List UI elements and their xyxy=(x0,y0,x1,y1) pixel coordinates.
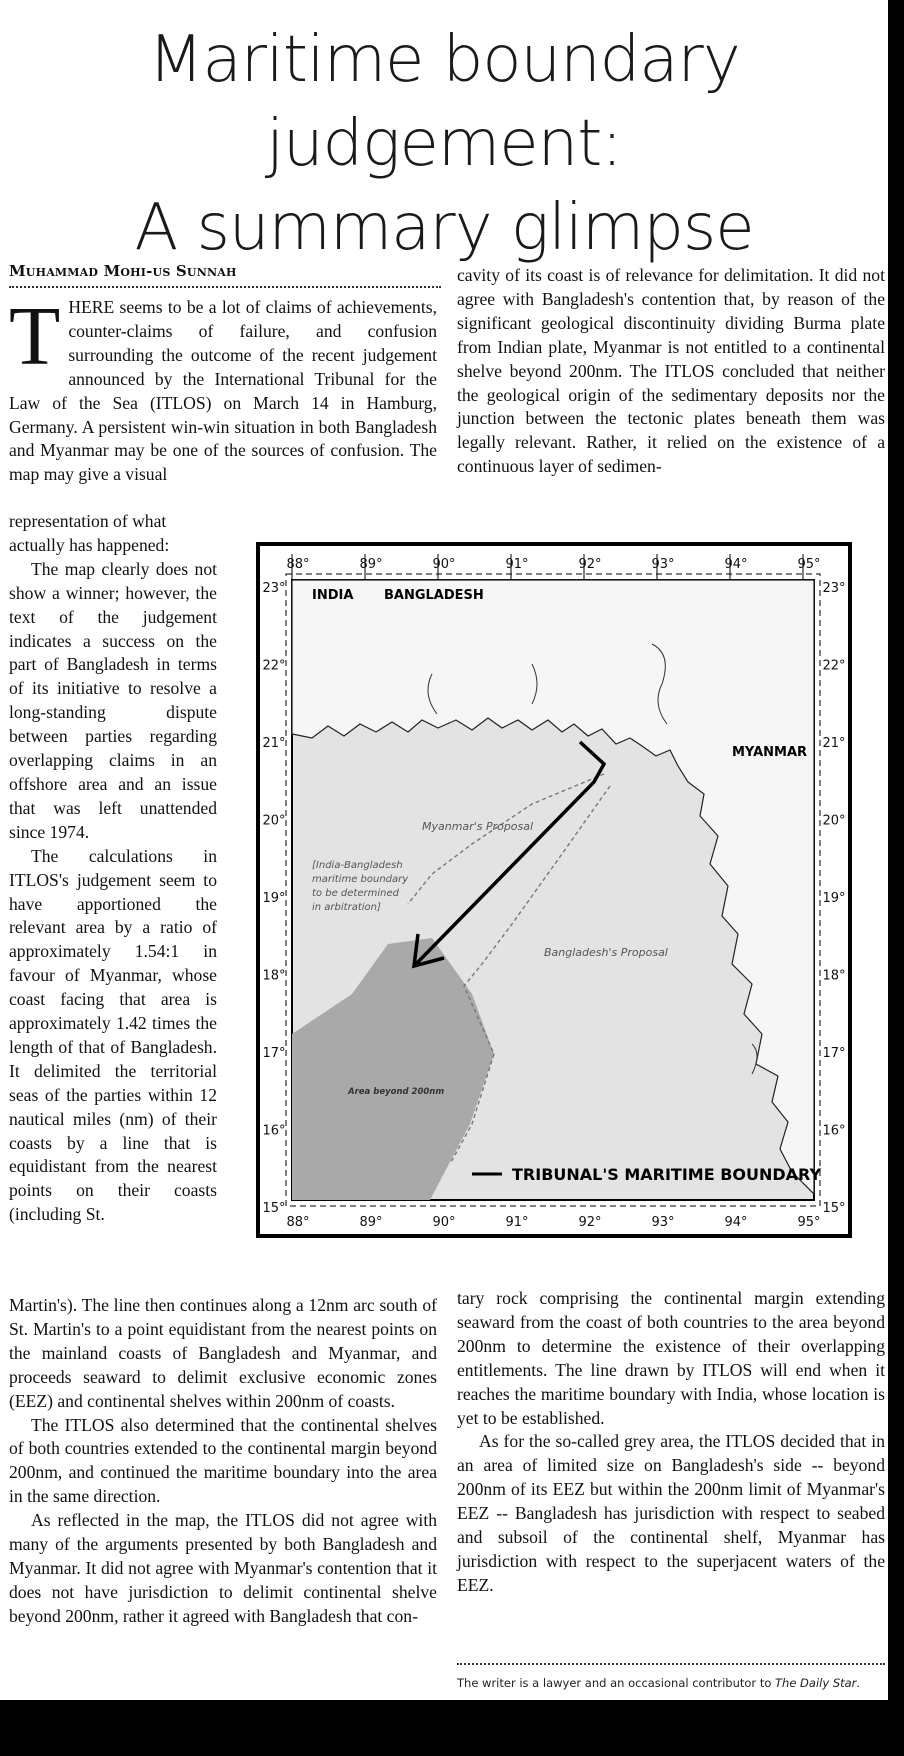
lon-label-bottom-3: 91° xyxy=(505,1215,529,1230)
paragraph-c2-top: cavity of its coast is of relevance for delimitation. It did not agree with Bangladesh's contention that, by reason of the significant geological discontinuity dividing Burma plate from Indian plate, Myanmar is not entitled to a continental shelve beyond 200nm. The ITLOS concluded that neither the geological origin of the sedimentary deposits nor the junction between the tectonic plates beneath them was legally relevant. Rather, it relied on the existence of a continuous layer of sedimen- xyxy=(457,265,885,477)
paragraph-1 xyxy=(9,290,437,487)
india-note-line-2: maritime boundary xyxy=(312,874,409,885)
lon-label-bottom-7: 95° xyxy=(797,1215,821,1230)
legend-label: TRIBUNAL'S MARITIME BOUNDARY xyxy=(512,1165,822,1184)
lat-label-right-3: 20° xyxy=(822,813,846,829)
lat-label-left-8: 15° xyxy=(262,1201,286,1216)
lon-label-bottom-6: 94° xyxy=(724,1215,748,1230)
paragraph-3-narrow: The calculations in ITLOS's judgement seem to have apportioned the relevant area by a ratio of approximately 1.54:1 in favour of Myanmar, whose coast facing that area is approximately 1.42 times the length of that of Bangladesh. It delimited the territorial seas of the parties within 12 nautical miles (nm) of their coasts by a line that is equidistant from the nearest points on their coasts (including St. xyxy=(9,845,217,1225)
lat-label-right-1: 22° xyxy=(822,658,846,674)
column-2-top xyxy=(457,264,885,479)
lat-label-right-7: 16° xyxy=(822,1123,846,1139)
lon-label-top-6: 94° xyxy=(724,557,748,572)
india-note-line-3: to be determined xyxy=(312,888,399,899)
lon-label-top-4: 92° xyxy=(578,557,602,572)
lat-label-right-0: 23° xyxy=(822,581,846,596)
india-note-line-1: [India-Bangladesh xyxy=(312,860,403,871)
lon-label-top-5: 93° xyxy=(651,557,675,572)
paragraph-c2-bottom-2: As for the so-called grey area, the ITLOS decided that in an area of limited size on Bangladesh's side -- beyond 200nm of its EEZ but within the 200nm limit of Myanmar's EEZ -- Bangladesh has jurisdiction with respect to seabed and subsoil of the continental shelf, Myanmar has jurisdiction with respect to the superjacent waters of the EEZ. xyxy=(457,1431,885,1595)
title-line-1: Maritime boundary judgement: xyxy=(148,23,740,181)
column-2-bottom xyxy=(457,1287,885,1598)
label-myanmar: MYANMAR xyxy=(732,745,808,760)
lat-label-left-1: 22° xyxy=(262,658,286,674)
label-india: INDIA xyxy=(312,588,354,603)
lat-label-right-2: 21° xyxy=(822,736,846,751)
maritime-boundary-map xyxy=(232,524,882,1246)
author-note-end: . xyxy=(856,1676,861,1690)
author-note-text: The writer is a lawyer and an occasional contributor to xyxy=(457,1676,776,1690)
lat-label-left-5: 18° xyxy=(262,968,286,984)
lon-label-top-7: 95° xyxy=(797,557,821,572)
author-note xyxy=(457,1676,885,1690)
paragraph-5: As reflected in the map, the ITLOS did not agree with many of the arguments presented by both Bangladesh and Myanmar. It did not agree with Myanmar's contention that it does not have jurisdiction to delimit continental shelve beyond 200nm, rather it agreed with Bangladesh that con- xyxy=(9,1510,437,1626)
label-bangladesh: BANGLADESH xyxy=(384,588,484,603)
lon-label-bottom-2: 90° xyxy=(432,1215,456,1230)
drop-cap: T xyxy=(9,290,61,383)
paragraph-1-text: HERE seems to be a lot of claims of achievements, counter-claims of failure, and confusion surrounding the outcome of the recent judgement announced by the International Tribunal for the Law of the Sea (ITLOS) on March 14 in Hamburg, Germany. A persistent win-win situation in both Bangladesh and Myanmar may be one of the sources of confusion. The map may give a visual xyxy=(9,297,437,485)
lat-label-right-6: 17° xyxy=(822,1046,846,1061)
label-myanmar-proposal: Myanmar's Proposal xyxy=(422,820,534,833)
india-note-line-4: in arbitration] xyxy=(312,902,381,913)
lat-label-right-8: 15° xyxy=(822,1201,846,1216)
lat-label-left-3: 20° xyxy=(262,813,286,829)
paragraph-c2-bottom-1: tary rock comprising the continental margin extending seaward from the coast of both countries to the area beyond 200nm to determine the existence of their overlapping entitlements. The line drawn by ITLOS will end when it reaches the maritime boundary with India, whose location is yet to be established. xyxy=(457,1288,885,1428)
label-area-beyond: Area beyond 200nm xyxy=(348,1087,445,1097)
lon-label-bottom-4: 92° xyxy=(578,1215,602,1230)
lat-label-left-4: 19° xyxy=(262,891,286,906)
paragraph-2: The map clearly does not show a winner; however, the text of the judgement indicates a success on the part of Bangladesh in terms of its initiative to resolve a long-standing dispute between parties regarding overlapping claims in an offshore area and an issue that was left unattended since 1974. xyxy=(9,558,217,842)
lon-label-bottom-0: 88° xyxy=(286,1215,310,1230)
lon-label-top-3: 91° xyxy=(505,557,529,572)
lat-label-right-5: 18° xyxy=(822,968,846,984)
paragraph-3-wide: Martin's). The line then continues along a 12nm arc south of St. Martin's to a point equidistant from the nearest points on the mainland coasts of Bangladesh and Myanmar, and proceeds seaward to delimit exclusive economic zones (EEZ) and continental shelves within 200nm of coasts. xyxy=(9,1295,437,1411)
lon-label-bottom-5: 93° xyxy=(651,1215,675,1230)
column-1-narrow xyxy=(9,510,217,1227)
lat-label-left-0: 23° xyxy=(262,581,286,596)
label-bangladesh-proposal: Bangladesh's Proposal xyxy=(544,946,668,959)
lon-label-top-0: 88° xyxy=(286,557,310,572)
title-line-2: A summary glimpse xyxy=(134,191,754,265)
lat-label-left-7: 16° xyxy=(262,1123,286,1139)
article-title xyxy=(0,18,888,270)
lon-label-bottom-1: 89° xyxy=(359,1215,383,1230)
paragraph-4: The ITLOS also determined that the continental shelves of both countries extended to the continental margin beyond 200nm, and continued the maritime boundary into the area in the same direction. xyxy=(9,1414,437,1507)
lat-label-left-6: 17° xyxy=(262,1046,286,1061)
lon-label-top-1: 89° xyxy=(359,557,383,572)
byline: Muhammad Mohi-us Sunnah xyxy=(9,262,441,288)
lat-label-right-4: 19° xyxy=(822,891,846,906)
footer-divider xyxy=(457,1663,885,1665)
column-1-top xyxy=(9,290,437,487)
lon-label-top-2: 90° xyxy=(432,557,456,572)
column-1-bottom xyxy=(9,1294,437,1629)
paragraph-1-end: representation of what actually has happened: xyxy=(9,511,170,555)
lat-label-left-2: 21° xyxy=(262,736,286,751)
newspaper-name: The Daily Star xyxy=(775,1676,857,1690)
